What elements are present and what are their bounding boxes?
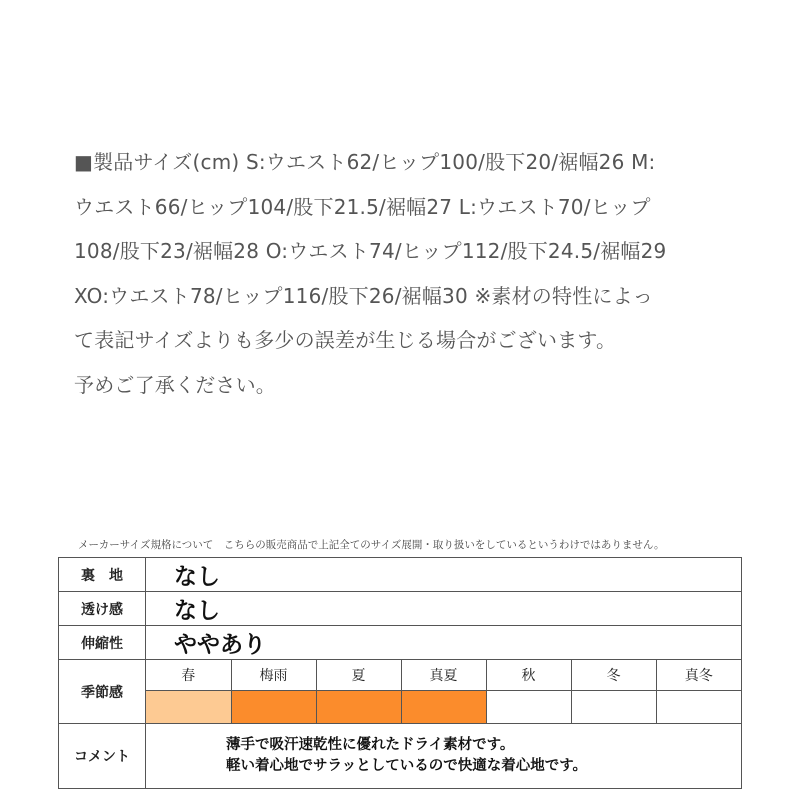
season-label: 季節感	[59, 660, 146, 724]
season-swatch-autumn	[486, 691, 571, 724]
stretch-row	[59, 626, 742, 660]
comment-line: 軽い着心地でサラッとしているので快適な着心地です。	[226, 758, 588, 774]
season-name-midsummer: 真夏	[401, 660, 486, 691]
spec-table	[58, 557, 742, 789]
comment-label: コメント	[59, 724, 146, 789]
lining-label: 裏 地	[59, 558, 146, 592]
season-name-midwinter: 真冬	[656, 660, 741, 691]
sheer-row	[59, 592, 742, 626]
season-name-rainy: 梅雨	[231, 660, 316, 691]
season-swatch-rainy	[231, 691, 316, 724]
lining-row	[59, 558, 742, 592]
size-description	[74, 140, 734, 407]
season-swatch-midwinter	[656, 691, 741, 724]
season-colors-row	[146, 691, 741, 724]
season-swatch-midsummer	[401, 691, 486, 724]
lining-value: なし	[146, 558, 742, 592]
size-line: 予めご了承ください。	[74, 372, 276, 397]
comment-text	[146, 724, 742, 789]
season-names-row	[146, 660, 741, 691]
season-grid	[146, 660, 742, 724]
size-standard-note: メーカーサイズ規格について こちらの販売商品で上記全てのサイズ展開・取り扱いをしているというわけではありません。	[78, 539, 665, 551]
size-line: ウエスト66/ヒップ104/股下21.5/裾幅27 L:ウエスト70/ヒップ	[74, 194, 651, 219]
stretch-label: 伸縮性	[59, 626, 146, 660]
sheer-label: 透け感	[59, 592, 146, 626]
season-name-winter: 冬	[571, 660, 656, 691]
season-name-spring: 春	[146, 660, 231, 691]
size-line: ■製品サイズ(cm) S:ウエスト62/ヒップ100/股下20/裾幅26 M:	[74, 150, 656, 174]
size-line: て表記サイズよりも多少の誤差が生じる場合がございます。	[74, 328, 617, 352]
season-swatch-summer	[316, 691, 401, 724]
season-row	[59, 660, 742, 724]
comment-line: 薄手で吸汗速乾性に優れたドライ素材です。	[226, 737, 515, 753]
comment-row	[59, 724, 742, 789]
size-line: 108/股下23/裾幅28 O:ウエスト74/ヒップ112/股下24.5/裾幅29	[74, 239, 667, 263]
season-table	[146, 660, 741, 723]
size-line: XO:ウエスト78/ヒップ116/股下26/裾幅30 ※素材の特性によっ	[74, 283, 654, 308]
season-swatch-winter	[571, 691, 656, 724]
season-name-summer: 夏	[316, 660, 401, 691]
sheer-value: なし	[146, 592, 742, 626]
season-name-autumn: 秋	[486, 660, 571, 691]
season-swatch-spring	[146, 691, 231, 724]
stretch-value: ややあり	[146, 626, 742, 660]
